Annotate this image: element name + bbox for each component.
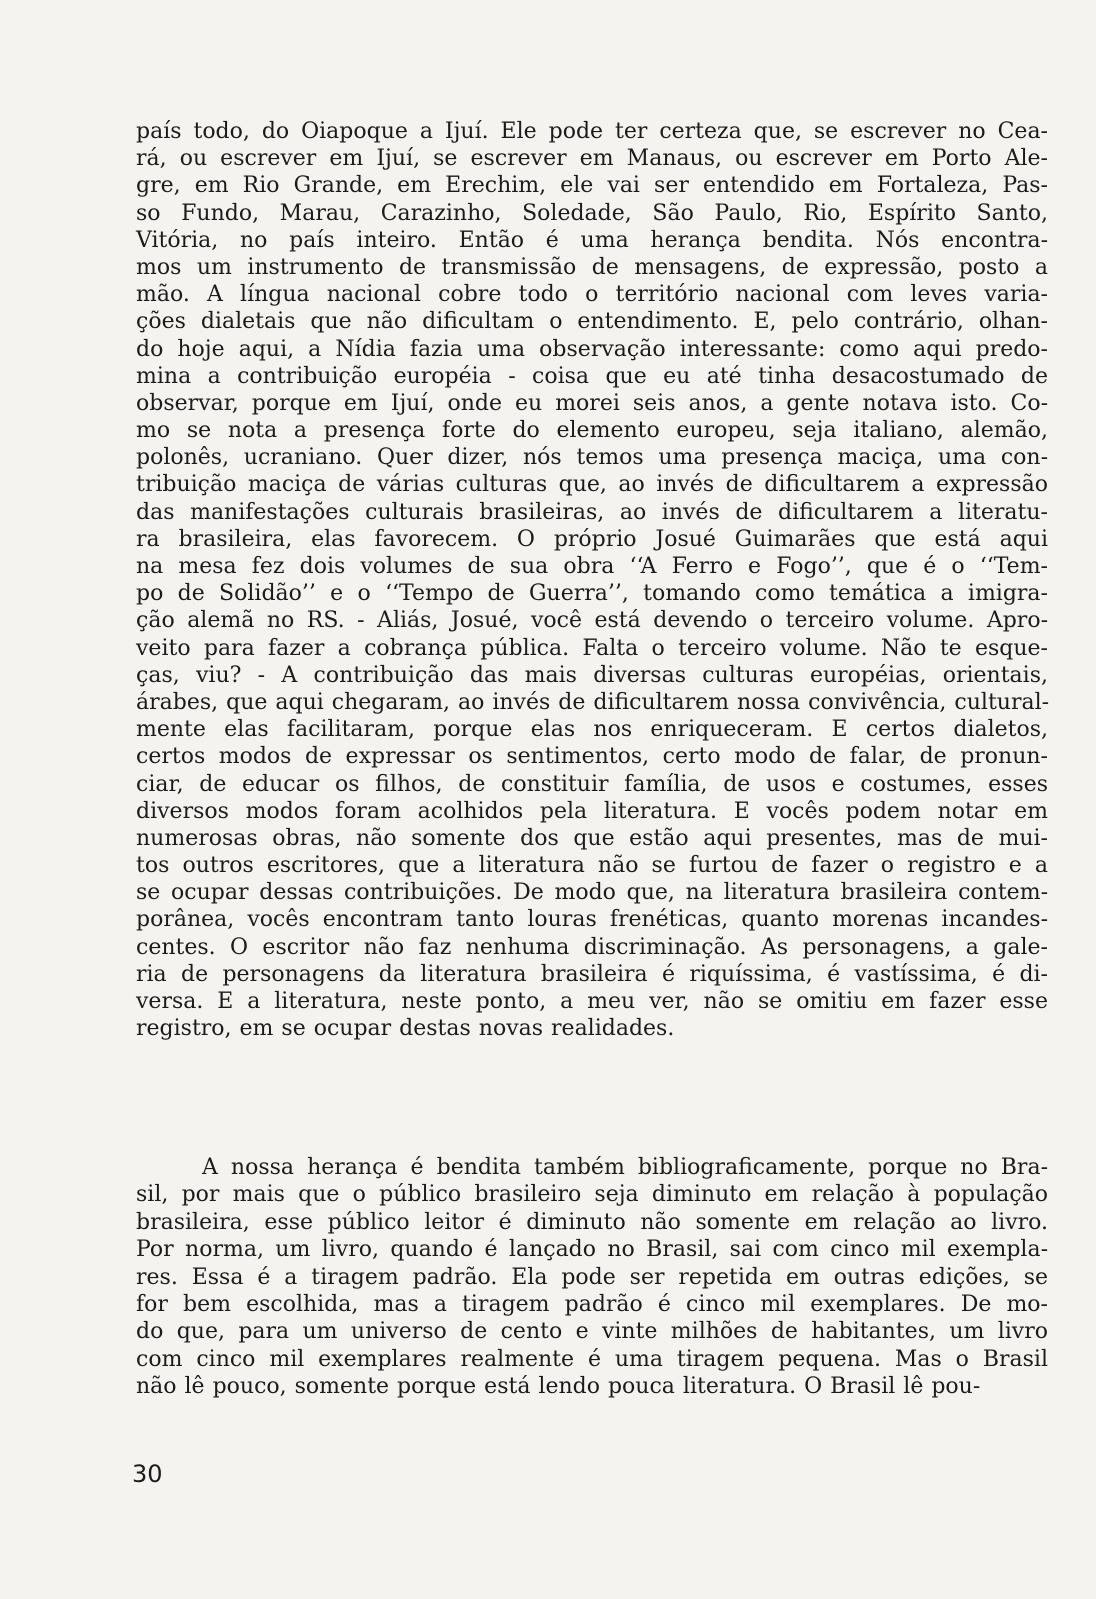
paragraph-1 bbox=[136, 118, 1048, 1042]
text-line: observar, porque em Ijuí, onde eu morei seis anos, a gente notava isto. Co- bbox=[136, 390, 1048, 416]
text-line: do que, para um universo de cento e vinte milhões de habitantes, um livro bbox=[136, 1319, 1048, 1345]
text-line: árabes, que aqui chegaram, ao invés de dificultarem nossa convivência, cultural- bbox=[136, 689, 1050, 715]
text-line: rá, ou escrever em Ijuí, se escrever em Manaus, ou escrever em Porto Ale- bbox=[136, 146, 1048, 172]
text-line: registro, em se ocupar destas novas realidades. bbox=[136, 1016, 675, 1042]
text-line: Vitória, no país inteiro. Então é uma herança bendita. Nós encontra- bbox=[136, 227, 1048, 253]
text-line: sil, por mais que o público brasileiro seja diminuto em relação à população bbox=[136, 1182, 1048, 1208]
text-line: tos outros escritores, que a literatura não se furtou de fazer o registro e a bbox=[136, 853, 1048, 879]
text-line: mina a contribuição européia - coisa que eu até tinha desacostumado de bbox=[136, 363, 1048, 389]
text-line: A nossa herança é bendita também bibliograficamente, porque no Bra- bbox=[202, 1155, 1048, 1180]
page-number: 30 bbox=[132, 1460, 163, 1488]
text-line: versa. E a literatura, neste ponto, a meu ver, não se omitiu em fazer esse bbox=[136, 989, 1048, 1014]
text-line: veito para fazer a cobrança pública. Falta o terceiro volume. Não te esque- bbox=[136, 635, 1048, 661]
text-line: diversos modos foram acolhidos pela literatura. E vocês podem notar em bbox=[136, 798, 1048, 824]
text-line: numerosas obras, não somente dos que estão aqui presentes, mas de mui- bbox=[136, 825, 1048, 851]
text-line: po de Solidão’’ e o ‘‘Tempo de Guerra’’, tomando como temática a imigra- bbox=[136, 581, 1048, 607]
text-line: tribuição maciça de várias culturas que, ao invés de dificultarem a expressão bbox=[136, 472, 1048, 498]
text-line: ciar, de educar os filhos, de constituir família, de usos e costumes, esses bbox=[136, 771, 1048, 797]
text-line: mos um instrumento de transmissão de mensagens, de expressão, posto a bbox=[136, 254, 1048, 280]
text-line: gre, em Rio Grande, em Erechim, ele vai ser entendido em Fortaleza, Pas- bbox=[136, 173, 1048, 199]
text-line: com cinco mil exemplares realmente é uma tiragem pequena. Mas o Brasil bbox=[136, 1346, 1048, 1372]
text-line: certos modos de expressar os sentimentos, certo modo de falar, de pronun- bbox=[136, 744, 1048, 770]
text-line: res. Essa é a tiragem padrão. Ela pode ser repetida em outras edições, se bbox=[136, 1264, 1048, 1290]
text-line: não lê pouco, somente porque está lendo pouca literatura. O Brasil lê pou- bbox=[136, 1374, 981, 1400]
text-line: so Fundo, Marau, Carazinho, Soledade, São Paulo, Rio, Espírito Santo, bbox=[136, 200, 1048, 226]
text-line: ra brasileira, elas favorecem. O próprio Josué Guimarães que está aqui bbox=[136, 526, 1048, 552]
text-line: país todo, do Oiapoque a Ijuí. Ele pode ter certeza que, se escrever no Cea- bbox=[136, 119, 1048, 144]
text-line: ção alemã no RS. - Aliás, Josué, você está devendo o terceiro volume. Apro- bbox=[136, 608, 1048, 634]
text-line: mente elas facilitaram, porque elas nos enriqueceram. E certos dialetos, bbox=[136, 717, 1048, 743]
text-line: do hoje aqui, a Nídia fazia uma observação interessante: como aqui predo- bbox=[136, 336, 1048, 362]
text-line: das manifestações culturais brasileiras, ao invés de dificultarem a literatu- bbox=[136, 499, 1048, 525]
text-line: ças, viu? - A contribuição das mais diversas culturas européias, orientais, bbox=[136, 662, 1048, 688]
text-line: brasileira, esse público leitor é diminuto não somente em relação ao livro. bbox=[136, 1209, 1048, 1235]
text-line: centes. O escritor não faz nenhuma discriminação. As personagens, a gale- bbox=[136, 934, 1048, 960]
text-line: for bem escolhida, mas a tiragem padrão é cinco mil exemplares. De mo- bbox=[136, 1291, 1048, 1317]
text-line: ria de personagens da literatura brasileira é riquíssima, é vastíssima, é di- bbox=[136, 961, 1048, 987]
text-line: polonês, ucraniano. Quer dizer, nós temos uma presença maciça, uma con- bbox=[136, 445, 1048, 471]
text-line: mão. A língua nacional cobre todo o território nacional com leves varia- bbox=[136, 282, 1048, 308]
text-line: ções dialetais que não dificultam o entendimento. E, pelo contrário, olhan- bbox=[136, 309, 1048, 335]
paragraph-2 bbox=[136, 1154, 1048, 1401]
text-line: na mesa fez dois volumes de sua obra ‘‘A Ferro e Fogo’’, que é o ‘‘Tem- bbox=[136, 554, 1048, 579]
text-line: mo se nota a presença forte do elemento europeu, seja italiano, alemão, bbox=[136, 418, 1048, 444]
text-line: se ocupar dessas contribuições. De modo que, na literatura brasileira contem- bbox=[136, 880, 1048, 906]
text-line: porânea, vocês encontram tanto louras frenéticas, quanto morenas incandes- bbox=[136, 907, 1048, 933]
text-line: Por norma, um livro, quando é lançado no Brasil, sai com cinco mil exempla- bbox=[136, 1237, 1048, 1263]
